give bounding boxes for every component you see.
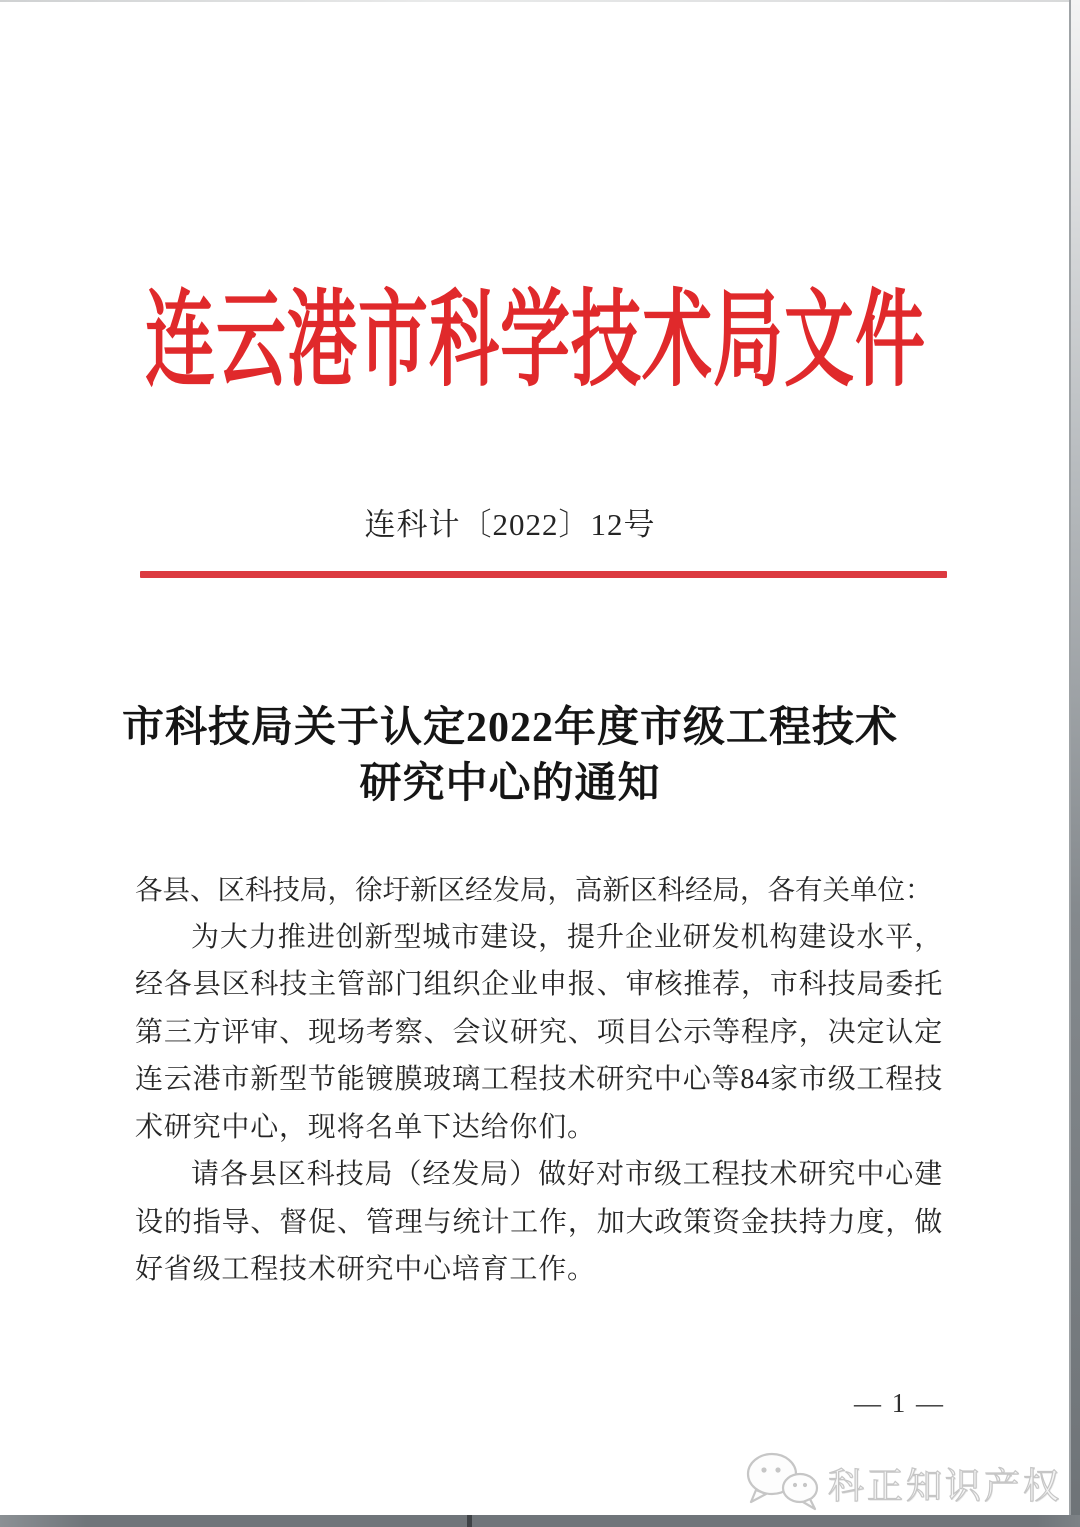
org-title: 连云港市科学技术局文件	[145, 284, 926, 400]
watermark-text: 科正知识产权	[827, 1465, 1062, 1506]
watermark	[744, 1448, 1062, 1519]
document-body	[135, 866, 943, 1294]
body-paragraph: 请各县区科技局（经发局）做好对市级工程技术研究中心建设的指导、督促、管理与统计工作，加大政策资金扶持力度，做好省级工程技术研究中心培育工作。	[135, 1159, 943, 1285]
scan-bottom-notch	[467, 1515, 472, 1527]
document-title-line1: 市科技局关于认定2022年度市级工程技术	[121, 705, 898, 751]
scan-top-edge	[0, 0, 1080, 2]
salutation: 各县、区科技局，徐圩新区经发局，高新区科经局，各有关单位：	[135, 874, 933, 905]
page-number: — 1 —	[854, 1388, 945, 1418]
letterhead	[0, 284, 1071, 400]
wechat-bubbles-icon	[744, 1448, 822, 1519]
body-paragraph: 为大力推进创新型城市建设，提升企业研发机构建设水平，经各县区科技主管部门组织企业申报、审核推荐，市科技局委托第三方评审、现场考察、会议研究、项目公示等程序，决定认定连云港市新型节能镀膜玻璃工程技术研究中心等84家市级工程技术研究中心，现将名单下达给你们。	[135, 921, 943, 1143]
document-title	[0, 700, 1020, 812]
red-divider-rule	[140, 571, 947, 578]
document-title-line2: 研究中心的通知	[359, 761, 661, 807]
doc-number: 连科计〔2022〕12号	[364, 507, 656, 542]
scan-right-edge	[1069, 0, 1080, 1527]
